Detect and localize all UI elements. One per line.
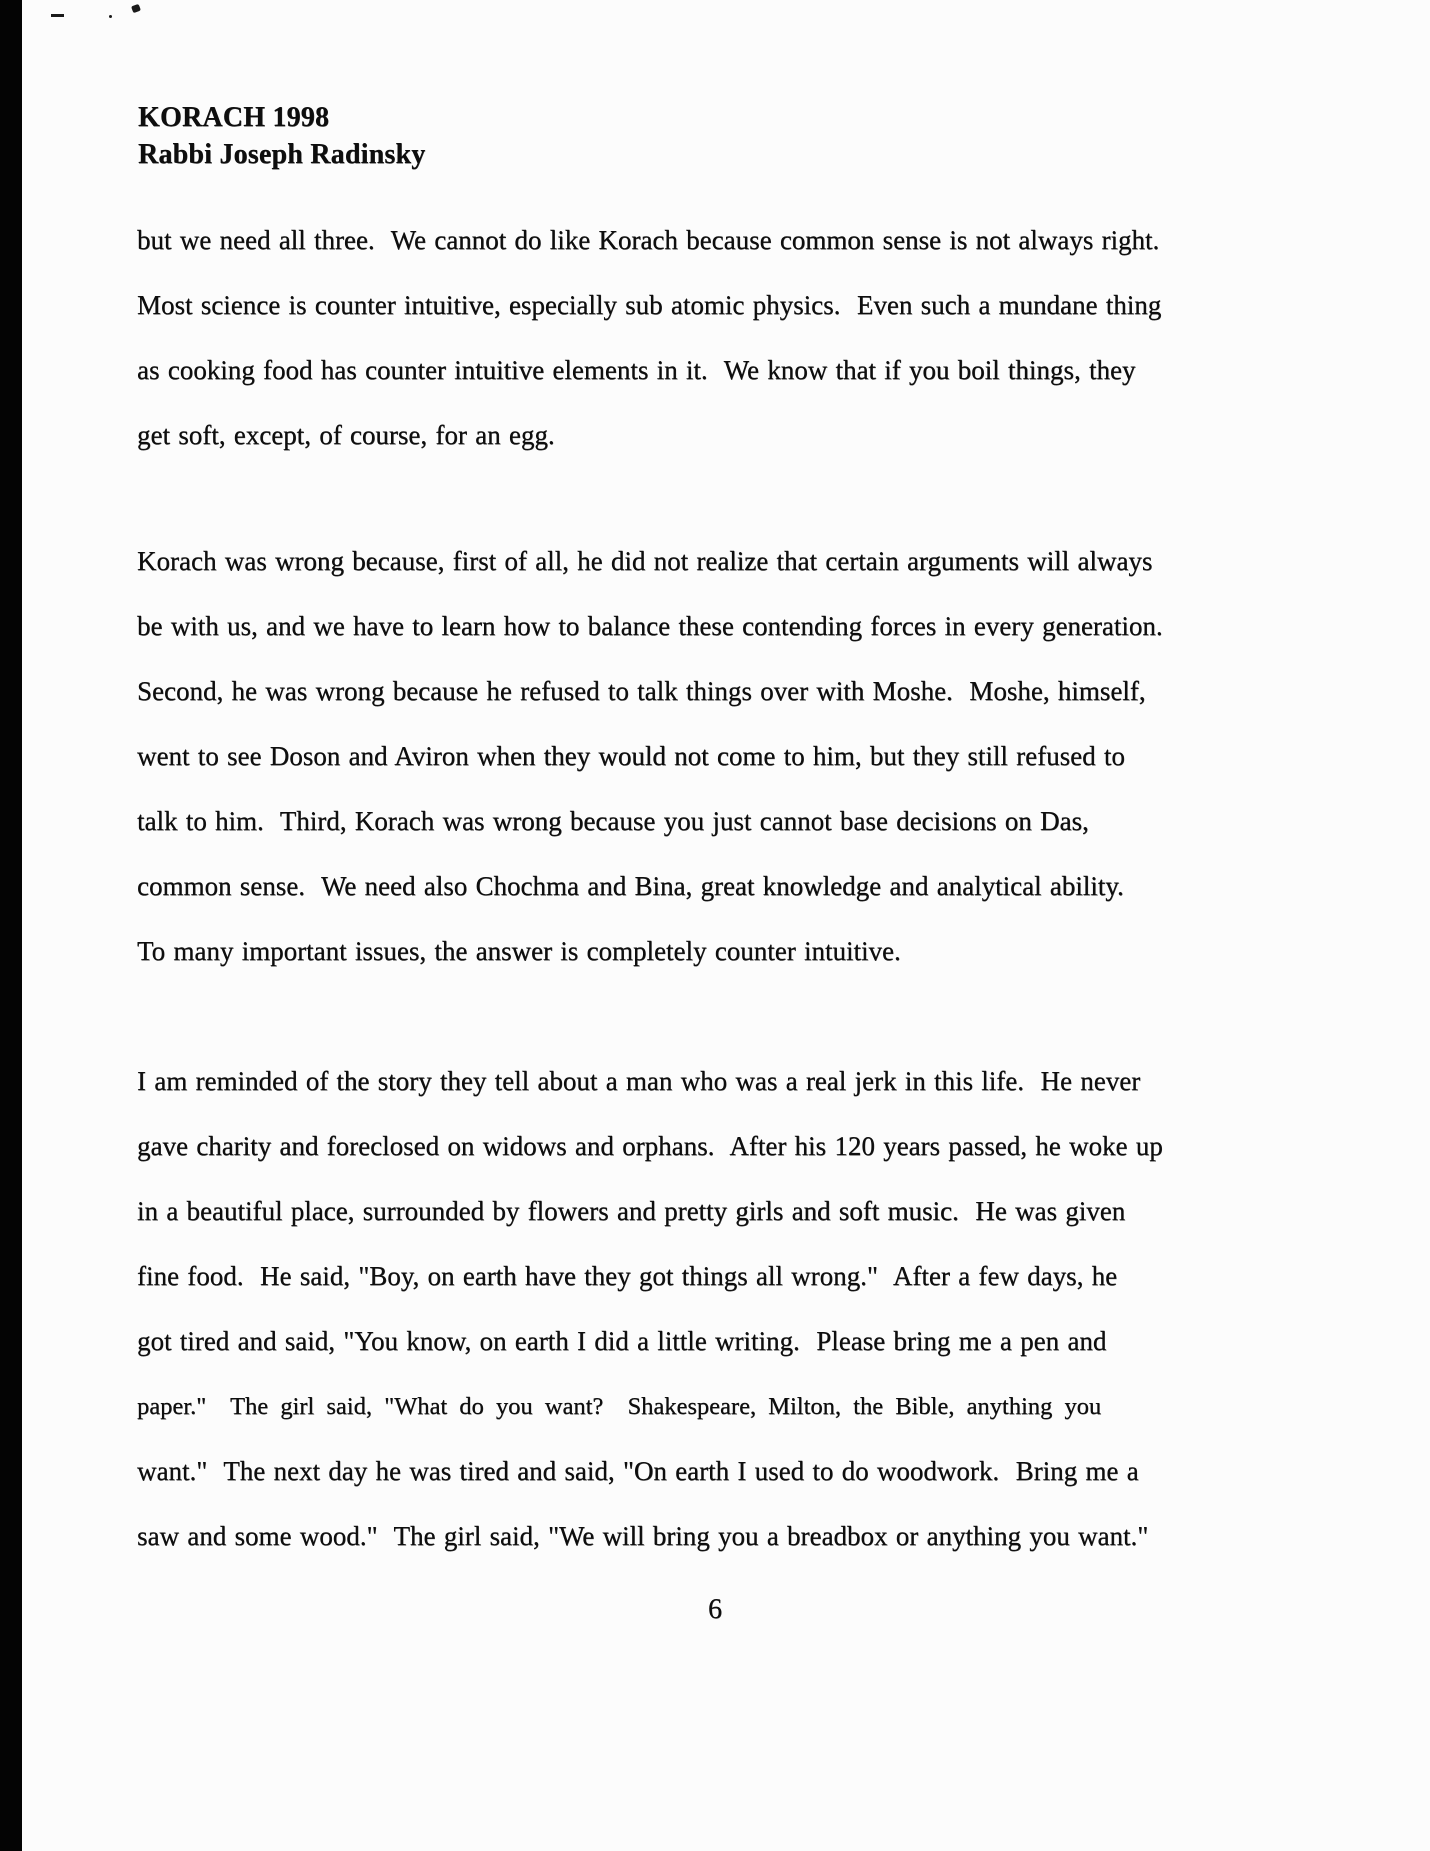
document-title: KORACH 1998 bbox=[138, 102, 330, 133]
text-line: paper." The girl said, "What do you want? Shakespeare, Milton, the Bible, anything you bbox=[137, 1393, 1102, 1420]
page-number: 6 bbox=[708, 1594, 722, 1625]
text-line: gave charity and foreclosed on widows and orphans. After his 120 years passed, he woke up bbox=[137, 1131, 1163, 1161]
scan-speck bbox=[109, 15, 112, 18]
scan-speck bbox=[131, 4, 141, 13]
text-line: common sense. We need also Chochma and Bina, great knowledge and analytical ability. bbox=[137, 871, 1124, 901]
text-line: saw and some wood." The girl said, "We will bring you a breadbox or anything you want." bbox=[137, 1521, 1149, 1551]
text-line: got tired and said, "You know, on earth I did a little writing. Please bring me a pen and bbox=[137, 1326, 1107, 1356]
paragraph-2 bbox=[137, 529, 1317, 984]
text-line: fine food. He said, "Boy, on earth have they got things all wrong." After a few days, he bbox=[137, 1261, 1118, 1291]
paragraph-1 bbox=[137, 208, 1317, 468]
paragraph-3 bbox=[137, 1049, 1317, 1569]
page-footer bbox=[0, 1594, 1430, 1626]
text-line: in a beautiful place, surrounded by flowers and pretty girls and soft music. He was given bbox=[137, 1196, 1126, 1226]
text-line: want." The next day he was tired and said, "On earth I used to do woodwork. Bring me a bbox=[137, 1456, 1139, 1486]
text-line: get soft, except, of course, for an egg. bbox=[137, 420, 555, 450]
text-line: Second, he was wrong because he refused to talk things over with Moshe. Moshe, himself, bbox=[137, 676, 1146, 706]
document-author: Rabbi Joseph Radinsky bbox=[138, 139, 426, 170]
text-line: To many important issues, the answer is completely counter intuitive. bbox=[137, 936, 901, 966]
text-line: went to see Doson and Aviron when they would not come to him, but they still refused to bbox=[137, 741, 1125, 771]
text-line: be with us, and we have to learn how to balance these contending forces in every generation. bbox=[137, 611, 1163, 641]
text-line: Most science is counter intuitive, especially sub atomic physics. Even such a mundane thing bbox=[137, 290, 1162, 320]
text-line: but we need all three. We cannot do like Korach because common sense is not always right. bbox=[137, 225, 1160, 255]
text-line: I am reminded of the story they tell about a man who was a real jerk in this life. He never bbox=[137, 1066, 1141, 1096]
document-header bbox=[138, 99, 425, 173]
text-line: as cooking food has counter intuitive elements in it. We know that if you boil things, they bbox=[137, 355, 1136, 385]
scan-speck bbox=[51, 14, 64, 17]
text-line: talk to him. Third, Korach was wrong because you just cannot base decisions on Das, bbox=[137, 806, 1089, 836]
text-line: Korach was wrong because, first of all, he did not realize that certain arguments will always bbox=[137, 546, 1153, 576]
scan-edge-artifact bbox=[0, 0, 22, 1851]
